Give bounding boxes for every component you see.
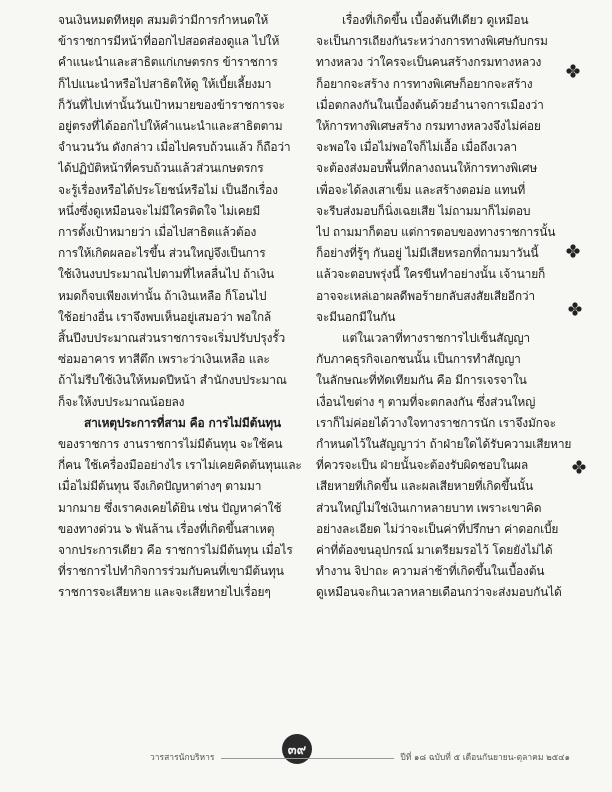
magazine-name: วารสารนักบริหาร [150,750,221,764]
text-line: ข้าราชการมีหน้าที่ออกไปสอดส่องดูแล ไปให้ [58,34,280,49]
text-line: จะรู้เรื่องหรือได้ประโยชน์หรือไม่ เป็นอีกเรื่อง [58,182,278,197]
text-line: มากมาย ซึ่งเราคงเคยได้ยิน เช่น ปัญหาค่าใช้ [58,500,282,515]
text-line: ของทางด่วน ๖ พันล้าน เรื่องที่เกิดขึ้นสาเหตุ [58,521,275,536]
text-line: ก็อย่างที่รู้ๆ กันอยู่ ไม่มีเสียหรอกที่ถามมาวันนี้ [316,246,539,261]
text-line: อาจจะเหล่เอาผลดีพอร้ายกลับสงสัยเสียอีกว่า [316,288,535,303]
text-line: เมื่อไม่มีต้นทุน จึงเกิดปัญหาต่างๆ ตามมา [58,479,262,494]
text-line: ใช้อย่างอื่น เราจึงพบเห็นอยู่เสมอว่า พอใกล้ [58,309,272,324]
text-line: ส่วนใหญ่ไม่ใช่เงินเกาหลายบาท เพราะเขาคิด [316,500,542,515]
text-line: ก็จะให้งบประมาณน้อยลง [58,394,185,409]
text-line: ในลักษณะที่ทัดเทียมกัน คือ มีการเจรจาใน [316,373,527,388]
text-line: จะต้องส่งมอบพื้นที่กลางถนนให้การทางพิเศษ [316,161,538,176]
text-line: จะมีนอกมีในกัน [316,309,396,324]
text-line: อยู่ตรงที่ได้ออกไปให้คำแนะนำและสาธิตตาม [58,119,283,134]
text-line: หมดก็จบเพียงเท่านั้น ถ้าเงินเหลือ ก็โอนไป [58,288,267,303]
page-number: ๓๙ [287,742,307,758]
text-line: ที่ควรจะเป็น ฝ่ายนั้นจะต้องรับผิดชอบในผล [316,458,528,473]
text-line: ให้การทางพิเศษสร้าง กรมทางหลวงจึงไม่ค่อย [316,119,541,134]
text-line: กี่คน ใช้เครื่องมืออย่างไร เราไม่เคยคิดต้นทุนและ [58,458,302,473]
text-line: แต่ในเวลาที่ทางราชการไปเซ็นสัญญา [342,331,530,346]
text-line: จำนวนวัน ดังกล่าว เมื่อไปครบถ้วนแล้ว ก็ถือว่า [58,140,291,155]
text-line: เงื่อนไขต่าง ๆ ตามที่จะตกลงกัน ซึ่งส่วนใหญ่ [316,394,536,409]
text-line: จากประการเดียว คือ ราชการไม่มีต้นทุน เมื่อไร [58,543,293,558]
text-line: เสียหายที่เกิดขึ้น และผลเสียหายที่เกิดขึ้นนั้น [316,479,533,494]
flower-icon [566,244,580,258]
text-line: จะพอใจ เมื่อไม่พอใจก็ไม่เอื้อ เมื่อถึงเวลา [316,140,517,155]
right-column [316,10,586,604]
text-line: ใช้เงินงบประมาณไปตามที่ไหลลื่นไป ถ้าเงิน [58,267,275,282]
text-line: ของราชการ งานราชการไม่มีต้นทุน จะใช้คน [58,437,283,452]
text-line: สาเหตุประการที่สาม คือ การไม่มีต้นทุน [84,415,281,430]
text-line: เรื่องที่เกิดขึ้น เบื้องต้นทีเดียว ดูเหมือน [342,13,529,27]
text-line: จะรีบส่งมอบก็นิ่งเฉยเสีย ไม่ถามมาก็ไม่ตอบ [316,203,531,218]
text-line: ราชการจะเสียหาย และจะเสียหายไปเรื่อยๆ [58,585,271,600]
text-line: กับภาคธุรกิจเอกชนนั้น เป็นการทำสัญญา [316,352,521,367]
flower-icon [566,64,580,78]
text-line: ดูเหมือนจะกินเวลาหลายเดือนกว่าจะส่งมอบกันได้ [316,585,562,600]
text-line: คำแนะนำและสาธิตแก่เกษตรกร ข้าราชการ [58,55,278,70]
issue-info: ปีที่ ๑๘ ฉบับที่ ๕ เดือนกันยายน-ตุลาคม ๒๕๔๑ [394,750,570,764]
text-line: จะเป็นการเถียงกันระหว่างการทางพิเศษกับกรม [316,34,548,49]
text-line: อย่างละเอียด ไม่ว่าจะเป็นค่าที่ปรึกษา ค่าดอกเบี้ย [316,521,559,536]
text-line: ค่าที่ต้องขนอุปกรณ์ มาเตรียมรอไว้ โดยยังไม่ได้ [316,543,553,558]
text-line: ที่ราชการไปทำกิจการร่วมกับคนที่เขามีต้นทุน [58,564,284,579]
text-line: ถ้าไม่รีบใช้เงินให้หมดปีหน้า สำนักงบประมาณ [58,373,287,388]
text-line: จนเงินหมดทีหยุด สมมติว่ามีการกำหนดให้ [58,13,269,27]
flower-icon [572,460,586,474]
text-line: ได้ปฏิบัติหน้าที่ครบถ้วนแล้วส่วนเกษตรกร [58,161,264,176]
text-line: หนึ่งซึ่งดูเหมือนจะไม่มีใครติดใจ ไม่เคยมี [58,203,261,218]
text-line: เพื่อจะได้ลงเสาเข็ม และสร้างตอม่อ แทนที่ [316,182,526,197]
text-line: เมื่อตกลงกันในเบื้องต้นด้วยอำนาจการเมืองว่า [316,97,544,112]
page-footer [150,748,570,768]
text-line: แล้วจะตอบพรุ่งนี้ ใครขีนทำอย่างนั้น เจ้านายก็ [316,267,546,282]
text-line: ก็ไปแนะนำหรือไปสาธิตให้ดู ให้เบี้ยเลี้ยงมา [58,76,272,91]
text-line: การตั้งเป้าหมายว่า เมื่อไปสาธิตแล้วต้อง [58,225,257,240]
text-line: สิ้นปีงบประมาณส่วนราชการจะเริ่มปรับปรุงรั้ว [58,331,286,346]
text-line: ทำงาน จิปาถะ ความล่าช้าที่เกิดขึ้นในเบื้องต้น [316,564,545,579]
text-line: ทางหลวง ว่าใครจะเป็นคนสร้างกรมทางหลวง [316,55,542,70]
text-line: ก็อยากจะสร้าง การทางพิเศษก็อยากจะสร้าง [316,76,533,91]
text-line: ซ่อมอาคาร ทาสีตึก เพราะว่าเงินเหลือ และ [58,352,270,367]
text-line: กำหนดไว้ในสัญญาว่า ถ้าฝ่ายใดได้รับความเสียหาย [316,437,572,452]
left-column [58,10,328,604]
text-line: เราก็ไม่ค่อยได้วางใจทางราชการนัก เราจึงมักจะ [316,415,556,430]
text-line: การให้เกิดผลอะไรขึ้น ส่วนใหญ่จึงเป็นการ [58,246,266,261]
text-line: ไป ถามมาก็ตอบ แต่การตอบของทางราชการนั้น [316,225,556,240]
text-line: ก็วันที่ไปเท่านั้นวันเป้าหมายของข้าราชการจะ [58,97,285,112]
flower-icon [568,302,582,316]
